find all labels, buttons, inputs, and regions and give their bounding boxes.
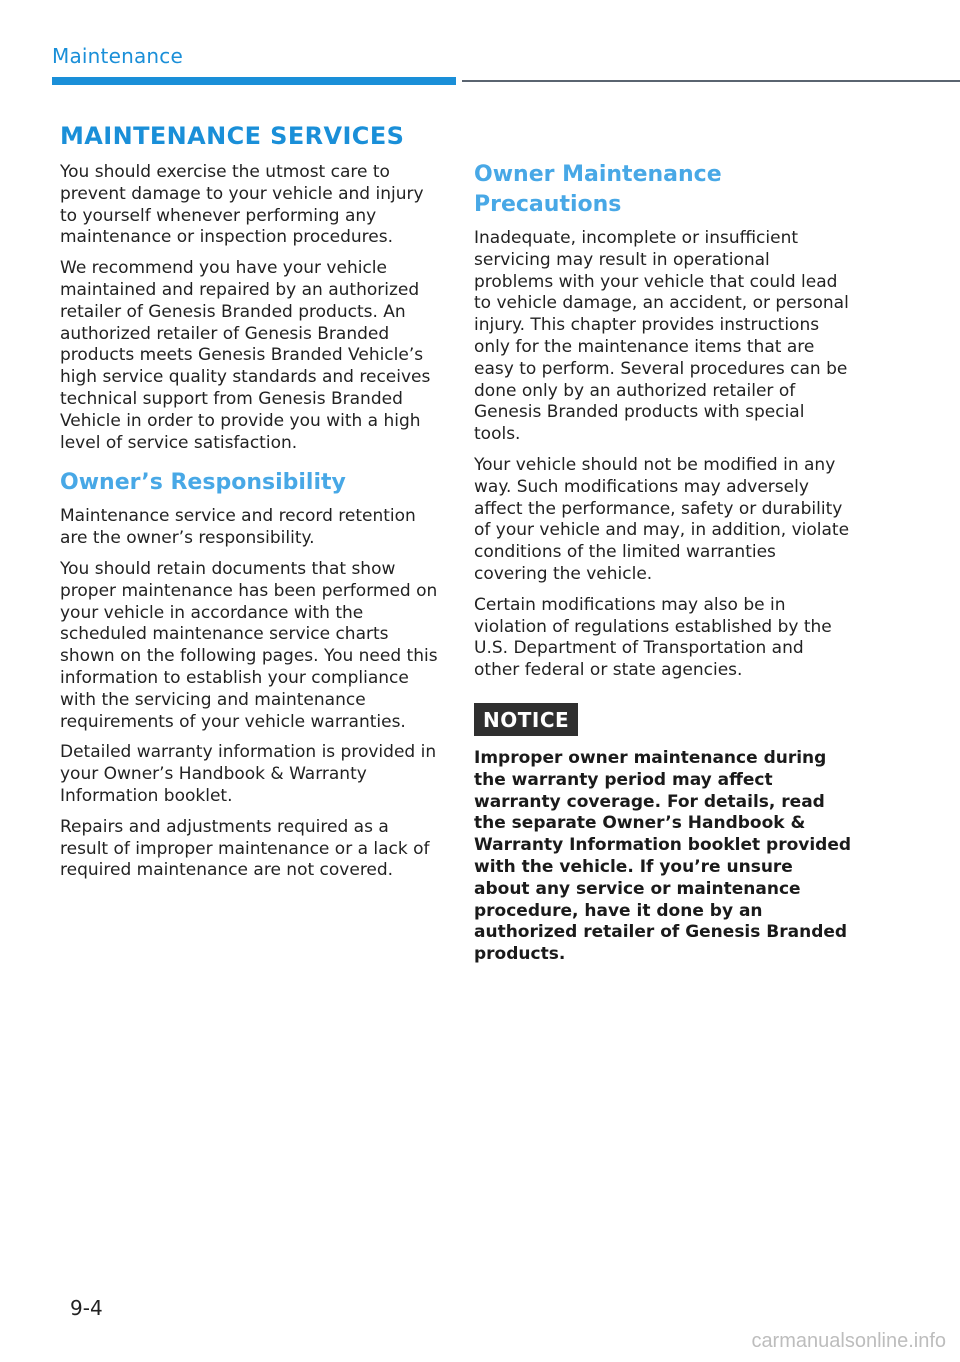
section-label: Maintenance (52, 44, 183, 68)
paragraph: Repairs and adjustments required as a result of improper maintenance or a lack of required maintenance are not covered. (60, 816, 430, 881)
page-title: MAINTENANCE SERVICES (60, 122, 405, 150)
section-heading-precautions: Owner Maintenance Precautions (474, 162, 722, 217)
paragraph: Detailed warranty information is provided in your Owner’s Handbook & Warranty Information booklet. (60, 742, 437, 806)
paragraph: Inadequate, incomplete or insufficient servicing may result in operational problems with your vehicle that could lead to vehicle damage, an accident, or personal injury. This chapter provides instructions only for the maintenance items that are easy to perform. Several procedures can be done only by an authorized retailer of Genesis Branded products with special tools. (474, 228, 849, 445)
page-number: 9-4 (70, 1296, 103, 1320)
header-rule (462, 80, 960, 82)
notice-badge: NOTICE (474, 703, 578, 736)
right-column (474, 160, 854, 966)
section-heading-owners-responsibility: Owner’s Responsibility (60, 470, 346, 496)
left-column (60, 120, 438, 891)
paragraph: Your vehicle should not be modified in any way. Such modifications may adversely affect the performance, safety or durability of your vehicle and may, in addition, violate conditions of the limited warranties covering the vehicle. (474, 454, 850, 584)
paragraph: Certain modifications may also be in violation of regulations established by the U.S. Department of Transportation and other federal or state agencies. (474, 594, 832, 681)
watermark: carmanualsonline.info (751, 1330, 946, 1352)
paragraph: You should exercise the utmost care to prevent damage to your vehicle and injury to yourself whenever performing any maintenance or inspection procedures. (60, 162, 424, 248)
paragraph: You should retain documents that show proper maintenance has been performed on your vehicle in accordance with the scheduled maintenance service charts shown on the following pages. You need this information to establish your compliance with the servicing and maintenance requirements of your vehicle warranties. (60, 558, 438, 732)
notice-text: Improper owner maintenance during the warranty period may affect warranty coverage. For details, read the separate Owner’s Handbook & Warranty Information booklet provided with the vehicle. If you’re unsure about any service or maintenance procedure, have it done by an authorized retailer of Genesis Branded products. (474, 747, 852, 965)
paragraph: We recommend you have your vehicle maintained and repaired by an authorized retailer of Genesis Branded products. An authorized retailer of Genesis Branded products meets Genesis Branded Vehicle’s high service quality standards and receives technical support from Genesis Branded Vehicle in order to provide you with a high level of service satisfaction. (60, 258, 431, 453)
header-rule-accent (52, 77, 456, 85)
paragraph: Maintenance service and record retention are the owner’s responsibility. (60, 506, 416, 549)
